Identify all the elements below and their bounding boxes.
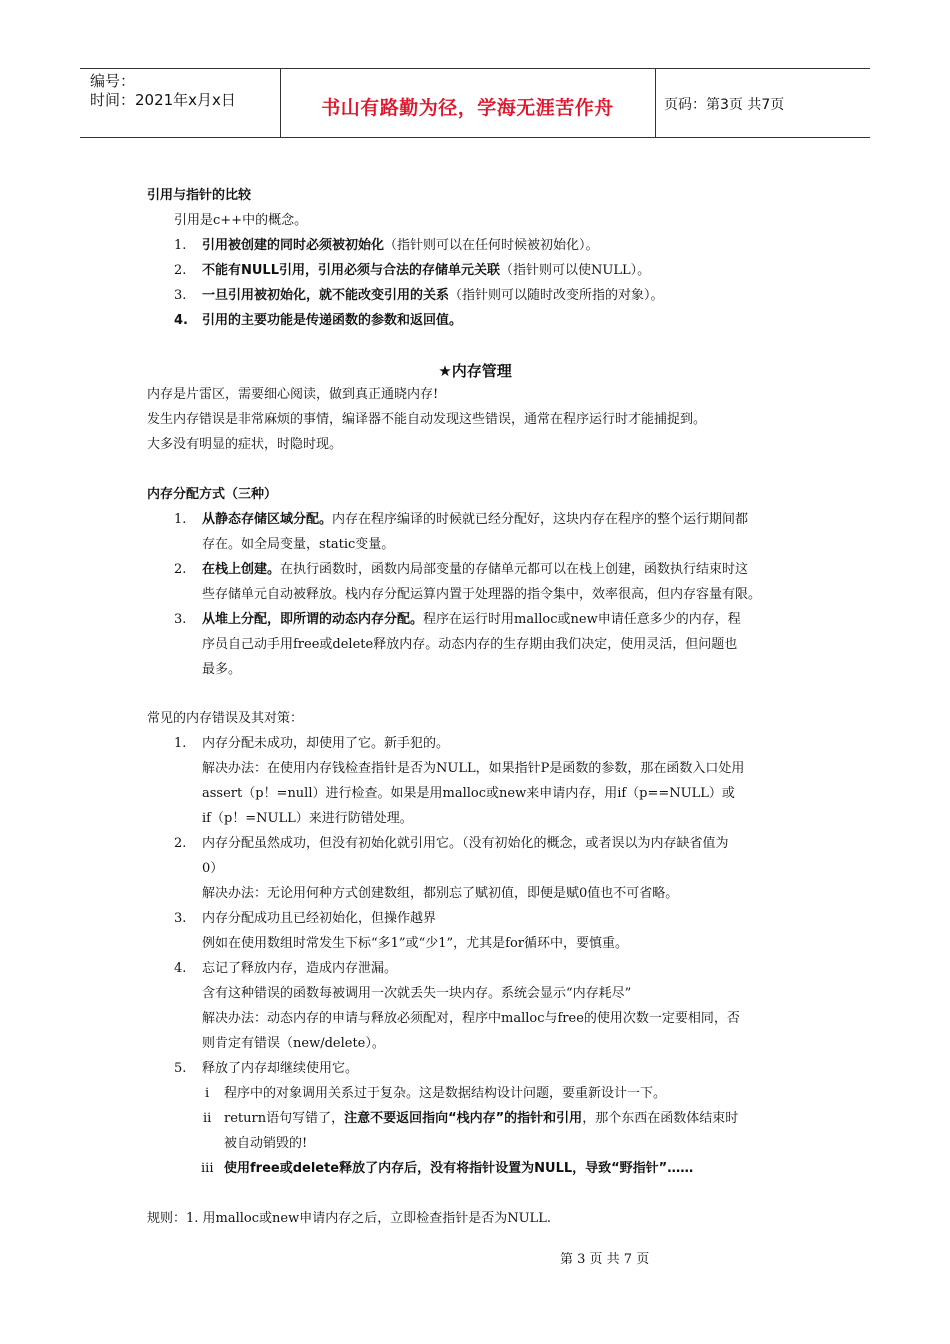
- list-item-bold: 一旦引用被初始化，就不能改变引用的关系: [202, 288, 450, 303]
- list-item-continuation: 序员自己动手用free或delete释放内存。动态内存的生存期由我们决定，使用灵活，但问题也: [202, 637, 738, 652]
- sublist-text: ，那个东西在函数体结束时: [582, 1111, 739, 1126]
- sublist-item: [224, 1110, 738, 1128]
- list-item: [202, 561, 748, 579]
- list-number: 1.: [174, 512, 187, 527]
- sublist-item: 程序中的对象调用关系过于复杂。这是数据结构设计问题，要重新设计一下。: [224, 1086, 667, 1101]
- header-motto: 书山有路勤为径，学海无涯苦作舟: [321, 97, 614, 119]
- list-item-text: 内存在程序编译的时候就已经分配好，这块内存在程序的整个运行期间都: [332, 512, 749, 527]
- solution-text: 含有这种错误的函数每被调用一次就丢失一块内存。系统会显示“内存耗尽”: [202, 986, 632, 1001]
- solution-text: 解决办法：无论用何种方式创建数组，都别忘了赋初值，即便是赋0值也不可省略。: [202, 886, 679, 901]
- list-item-text: （指针则可以在任何时候被初始化）。: [384, 238, 599, 253]
- list-item: 内存分配未成功，却使用了它。新手犯的。: [202, 736, 450, 751]
- solution-text: assert（p！=null）进行检查。如果是用malloc或new来申请内存，用if（p==NULL）或: [202, 786, 735, 801]
- list-item-bold: 不能有NULL引用，引用必须与合法的存储单元关联: [202, 263, 501, 278]
- list-number: 3.: [174, 612, 187, 627]
- list-number: 3.: [174, 911, 187, 926]
- solution-text: 解决办法：动态内存的申请与释放必须配对，程序中malloc与free的使用次数一定要相同，否: [202, 1011, 740, 1026]
- list-number: 4.: [174, 961, 187, 976]
- sublist-number: iii: [201, 1161, 214, 1176]
- paragraph: 引用是c++中的概念。: [174, 213, 308, 228]
- paragraph: 大多没有明显的症状，时隐时现。: [147, 437, 343, 452]
- header-page-number: 页码：第3页 共7页: [664, 97, 785, 113]
- list-number: 5.: [174, 1061, 187, 1076]
- section-title: 内存分配方式（三种）: [147, 487, 278, 502]
- list-item: 释放了内存却继续使用它。: [202, 1061, 359, 1076]
- sublist-continuation: 被自动销毁的!: [224, 1136, 308, 1151]
- sublist-number: ii: [203, 1111, 212, 1126]
- list-number: 2.: [174, 836, 187, 851]
- list-item: [202, 262, 650, 280]
- section-title: 引用与指针的比较: [147, 188, 252, 203]
- list-item-text: 在执行函数时，函数内局部变量的存储单元都可以在栈上创建，函数执行结束时这: [280, 562, 749, 577]
- list-item-bold: 从堆上分配，即所谓的动态内存分配。: [202, 612, 424, 627]
- list-number: 3.: [174, 288, 187, 303]
- solution-text: 则肯定有错误（new/delete）。: [202, 1036, 385, 1051]
- list-number: 1.: [174, 238, 187, 253]
- list-item: 内存分配虽然成功，但没有初始化就引用它。（没有初始化的概念，或者误以为内存缺省值为: [202, 836, 729, 851]
- rule-text: 规则：1. 用malloc或new申请内存之后，立即检查指针是否为NULL.: [147, 1211, 551, 1226]
- paragraph: 发生内存错误是非常麻烦的事情，编译器不能自动发现这些错误，通常在程序运行时才能捕捉到。: [147, 412, 707, 427]
- section-title: 常见的内存错误及其对策：: [147, 711, 304, 726]
- section-heading: ★内存管理: [438, 362, 512, 380]
- list-item-text: 程序在运行时用malloc或new申请任意多少的内存，程: [423, 612, 741, 627]
- list-number: 1.: [174, 736, 187, 751]
- header-divider: [655, 69, 656, 137]
- list-item-text: （指针则可以随时改变所指的对象）。: [449, 288, 664, 303]
- sublist-number: i: [205, 1086, 210, 1101]
- solution-text: 例如在使用数组时常发生下标“多1”或“少1”，尤其是for循环中，要慎重。: [202, 936, 628, 951]
- list-number: 4.: [174, 313, 188, 328]
- sublist-bold: 注意不要返回指向“栈内存”的指针和引用: [344, 1111, 583, 1126]
- list-item-continuation: 最多。: [202, 662, 242, 677]
- sublist-item: 使用free或delete释放了内存后，没有将指针设置为NULL，导致“野指针”……: [224, 1161, 694, 1176]
- list-item-continuation: 些存储单元自动被释放。栈内存分配运算内置于处理器的指令集中，效率很高，但内存容量有限。: [202, 587, 762, 602]
- list-item: [202, 611, 741, 629]
- list-item-bold: 在栈上创建。: [202, 562, 281, 577]
- page-header: [80, 68, 870, 138]
- sublist-text: return语句写错了，: [224, 1111, 345, 1126]
- list-item-continuation: 存在。如全局变量，static变量。: [202, 537, 395, 552]
- paragraph: 内存是片雷区，需要细心阅读，做到真正通晓内存!: [147, 387, 439, 402]
- list-number: 2.: [174, 562, 187, 577]
- header-left: [90, 72, 236, 110]
- list-item: 内存分配成功且已经初始化，但操作越界: [202, 911, 437, 926]
- list-item-text: （指针则可以使NULL）。: [500, 263, 651, 278]
- solution-text: if（p！=NULL）来进行防错处理。: [202, 811, 413, 826]
- list-item-bold: 从静态存储区域分配。: [202, 512, 333, 527]
- list-item-continuation: 0）: [202, 861, 224, 876]
- list-item-bold: 引用被创建的同时必须被初始化: [202, 238, 385, 253]
- doc-date-label: 时间：2021年x月x日: [90, 91, 236, 109]
- list-number: 2.: [174, 263, 187, 278]
- list-item-bold: 引用的主要功能是传递函数的参数和返回值。: [202, 313, 463, 328]
- list-item: [202, 511, 748, 529]
- list-item: [202, 237, 599, 255]
- doc-number-label: 编号：: [90, 72, 136, 90]
- solution-text: 解决办法：在使用内存钱检查指针是否为NULL，如果指针P是函数的参数，那在函数入口处用: [202, 761, 745, 776]
- list-item: 忘记了释放内存，造成内存泄漏。: [202, 961, 398, 976]
- list-item: [202, 312, 462, 330]
- list-item: [202, 287, 664, 305]
- page-footer: 第 3 页 共 7 页: [560, 1252, 650, 1267]
